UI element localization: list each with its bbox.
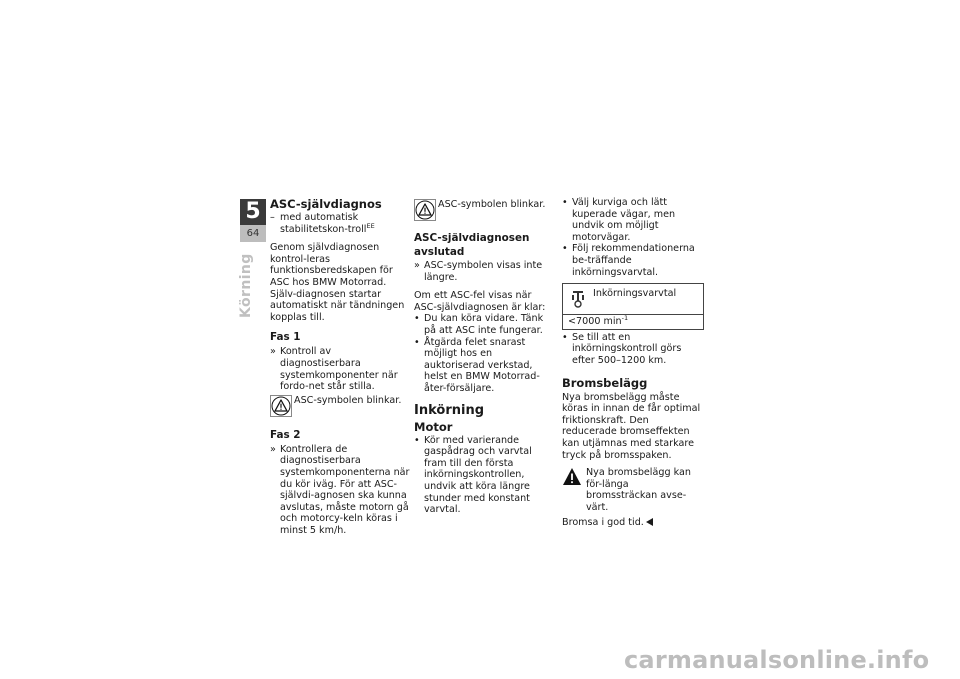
chapter-number: 5 bbox=[245, 199, 261, 224]
chapter-title: Körning bbox=[238, 253, 254, 318]
done-step-text: ASC-symbolen visas inte längre. bbox=[424, 260, 543, 283]
intro-paragraph: Genom självdiagnosen kontrol-leras funktionsberedskapen för ASC hos BMW Motorrad. Själv-diagnosen startar automatiskt när tändningen kopplas till. bbox=[270, 242, 405, 323]
table-value-unit-exponent: -1 bbox=[621, 314, 629, 323]
column-1 bbox=[270, 197, 410, 536]
bullet-marker: • bbox=[414, 336, 420, 348]
bullet-marker: • bbox=[562, 331, 568, 343]
brake-warning bbox=[562, 467, 702, 513]
engine-bullet-text: Kör med varierande gaspådrag och varvtal fram till den första inkörningskontrollen, undvik att köra längre stunder med konstant varvtal. bbox=[424, 434, 532, 516]
engine-heading: Motor bbox=[414, 419, 453, 434]
phase2-step-text: Kontrollera de diagnostiserbara systemkomponenterna när du kör iväg. För att ASC-självdi-agnosen ska kunna avslutas, måste motorn gå och motorcy-keln köras i minst 5 km/h. bbox=[280, 443, 410, 536]
brake-pads-heading: Bromsbelägg bbox=[562, 375, 648, 390]
phase1-step-text: Kontroll av diagnostiserbara systemkomponenter när fordo-net står stilla. bbox=[280, 346, 398, 393]
running-in-bullet-text: Följ rekommendationerna be-träffande inkörningsvarvtal. bbox=[572, 243, 695, 278]
equipment-note bbox=[270, 212, 410, 235]
phase2-indicator-text: ASC-symbolen blinkar. bbox=[438, 199, 546, 210]
step-marker: » bbox=[270, 346, 276, 358]
brake-warning-text: Nya bromsbelägg kan för-länga bromssträckan avse-värt. bbox=[586, 467, 691, 513]
table-header-row bbox=[563, 284, 703, 315]
asc-warning-icon bbox=[270, 395, 292, 421]
bullet-marker: • bbox=[562, 243, 568, 255]
warning-triangle-icon bbox=[562, 467, 582, 490]
column-3 bbox=[562, 197, 702, 529]
bullet-marker: • bbox=[414, 313, 420, 325]
dash-marker: – bbox=[270, 212, 275, 223]
equipment-note-text: med automatisk stabilitetskon-troll bbox=[280, 212, 367, 235]
chapter-tab bbox=[240, 199, 266, 242]
phase2-step bbox=[270, 444, 410, 537]
fault-bullet-text: Åtgärda felet snarast möjligt hos en auktoriserad verkstad, helst en BMW Motorrad-åter-försäljare. bbox=[424, 336, 540, 394]
phase1-indicator-text: ASC-symbolen blinkar. bbox=[294, 394, 402, 406]
asc-selfdiag-heading: ASC-självdiagnos bbox=[270, 197, 382, 211]
phase1-heading: Fas 1 bbox=[270, 331, 301, 344]
running-in-bullet bbox=[562, 243, 702, 278]
page-number: 64 bbox=[240, 225, 266, 242]
fault-bullet-text: Du kan köra vidare. Tänk på att ASC inte fungerar. bbox=[424, 313, 544, 336]
inspection-bullet bbox=[562, 332, 702, 367]
engine-bullet bbox=[414, 435, 554, 516]
bullet-marker: • bbox=[562, 197, 568, 208]
fault-bullet bbox=[414, 337, 554, 395]
running-in-heading: Inkörning bbox=[414, 402, 485, 418]
engine-speed-icon bbox=[571, 290, 585, 312]
phase2-heading: Fas 2 bbox=[270, 428, 301, 441]
running-in-bullet-text: Välj kurviga och lätt kuperade vägar, men undvik om möjligt motorvägar. bbox=[572, 197, 676, 243]
closing-line bbox=[562, 517, 702, 529]
asc-selfdiag-done-heading: ASC-självdiagnosen avslutad bbox=[414, 232, 530, 258]
running-in-bullet bbox=[562, 197, 702, 243]
phase1-indicator bbox=[270, 395, 410, 421]
inspection-bullet-text: Se till att en inkörningskontroll görs efter 500–1200 km. bbox=[572, 331, 682, 366]
asc-warning-icon bbox=[414, 199, 436, 225]
brake-pads-paragraph: Nya bromsbelägg måste köras in innan de får optimal friktionskraft. Den reducerade bromseffekten kan utjämnas med starkare tryck på bromsspaken. bbox=[562, 391, 701, 461]
end-of-section-icon bbox=[646, 518, 653, 526]
running-in-speed-table bbox=[562, 283, 704, 330]
table-heading: Inkörningsvarvtal bbox=[593, 288, 677, 300]
fault-paragraph: Om ett ASC-fel visas när ASC-självdiagnosen är klar: bbox=[414, 290, 546, 313]
step-marker: » bbox=[414, 260, 420, 271]
column-2 bbox=[414, 197, 554, 516]
phase2-indicator bbox=[414, 199, 554, 225]
equipment-code: EE bbox=[366, 221, 375, 230]
watermark: carmanualsonline.info bbox=[624, 646, 930, 674]
closing-text: Bromsa i god tid. bbox=[562, 517, 644, 529]
phase1-step bbox=[270, 346, 410, 392]
done-step bbox=[414, 260, 554, 283]
table-value-text: <7000 min bbox=[568, 316, 622, 328]
step-marker: » bbox=[270, 443, 276, 455]
bullet-marker: • bbox=[414, 434, 420, 446]
table-value bbox=[563, 315, 703, 329]
fault-bullet bbox=[414, 313, 554, 336]
